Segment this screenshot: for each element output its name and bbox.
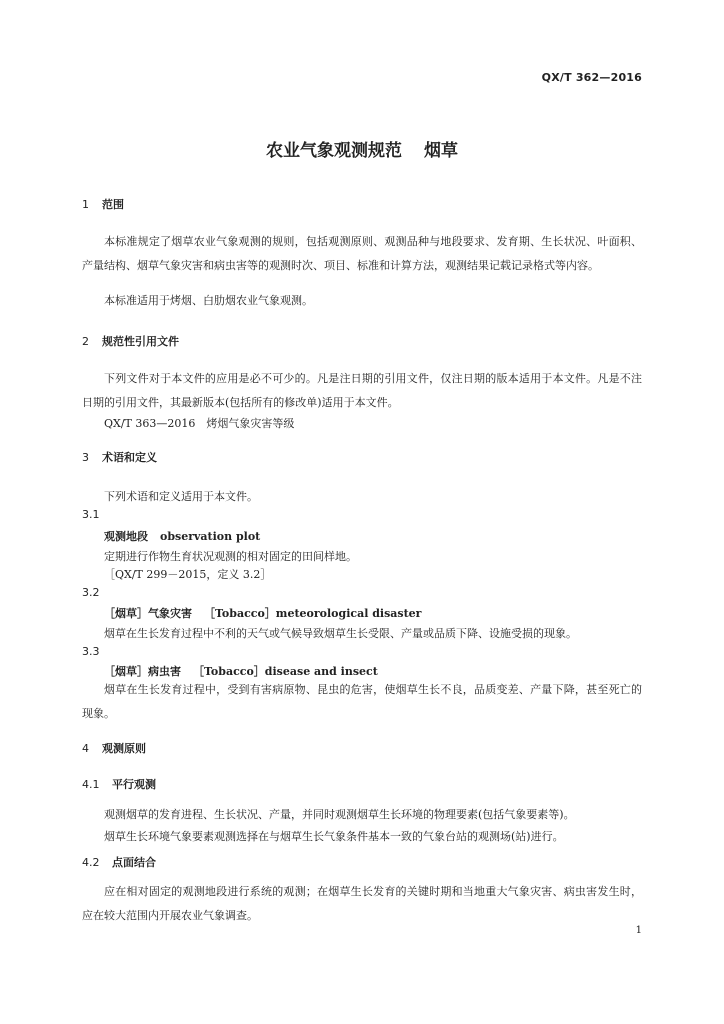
term-en: ［Tobacco］meteorological disaster <box>204 607 422 620</box>
subsection-heading-4-1 <box>82 776 156 792</box>
section-number: 3 <box>82 451 89 464</box>
section-heading-1 <box>82 196 124 212</box>
title-sub: 烟草 <box>424 141 458 161</box>
term-definition: 烟草在生长发育过程中不利的天气或气候导致烟草生长受限、产量或品质下降、设施受损的现象。 <box>104 627 577 640</box>
term-en: observation plot <box>160 530 261 543</box>
paragraph: 下列术语和定义适用于本文件。 <box>104 490 258 503</box>
standard-code: QX/T 362—2016 <box>541 71 642 84</box>
section-number: 4 <box>82 742 89 755</box>
term-number: 3.1 <box>82 508 100 521</box>
term-en: ［Tobacco］disease and insect <box>193 665 378 678</box>
term-title <box>104 528 260 544</box>
term-definition: 定期进行作物生育状况观测的相对固定的田间样地。 <box>104 550 357 563</box>
term-source: ［QX/T 299－2015，定义 3.2］ <box>104 568 272 581</box>
section-title: 规范性引用文件 <box>102 335 179 348</box>
section-number: 2 <box>82 335 89 348</box>
paragraph: 本标准适用于烤烟、白肋烟农业气象观测。 <box>104 294 313 307</box>
paragraph: 本标准规定了烟草农业气象观测的规则，包括观测原则、观测品种与地段要求、发育期、生长状况、叶面积、产量结构、烟草气象灾害和病虫害等的观测时次、项目、标准和计算方法，观测结果记载记录格式等内容。 <box>82 235 642 272</box>
section-title: 术语和定义 <box>102 451 157 464</box>
paragraph: 观测烟草的发育进程、生长状况、产量，并同时观测烟草生长环境的物理要素(包括气象要素等)。 <box>104 808 575 821</box>
term-title <box>104 663 378 679</box>
term-zh: ［烟草］病虫害 <box>104 665 181 678</box>
paragraph: 烟草生长环境气象要素观测选择在与烟草生长气象条件基本一致的气象台站的观测场(站)进行。 <box>104 830 564 843</box>
page-number: 1 <box>635 925 642 936</box>
title-main: 农业气象观测规范 <box>266 141 402 161</box>
term-zh: 观测地段 <box>104 530 148 543</box>
section-title: 观测原则 <box>102 742 146 755</box>
term-title <box>104 605 421 621</box>
term-number: 3.2 <box>82 586 100 599</box>
section-heading-4 <box>82 740 146 756</box>
section-title: 范围 <box>102 198 124 211</box>
document-title <box>0 136 724 161</box>
paragraph: 下列文件对于本文件的应用是必不可少的。凡是注日期的引用文件，仅注日期的版本适用于本文件。凡是不注日期的引用文件，其最新版本(包括所有的修改单)适用于本文件。 <box>82 372 642 409</box>
section-heading-2 <box>82 333 179 349</box>
paragraph: 应在相对固定的观测地段进行系统的观测；在烟草生长发育的关键时期和当地重大气象灾害、病虫害发生时，应在较大范围内开展农业气象调查。 <box>82 885 642 922</box>
subsection-number: 4.1 <box>82 778 100 791</box>
term-number: 3.3 <box>82 645 100 658</box>
section-heading-3 <box>82 449 157 465</box>
subsection-title: 平行观测 <box>112 778 156 791</box>
normative-reference: QX/T 363—2016 烤烟气象灾害等级 <box>104 417 295 430</box>
subsection-number: 4.2 <box>82 856 100 869</box>
section-number: 1 <box>82 198 89 211</box>
term-definition: 烟草在生长发育过程中，受到有害病原物、昆虫的危害，使烟草生长不良，品质变差、产量下降，甚至死亡的现象。 <box>82 683 642 720</box>
subsection-title: 点面结合 <box>112 856 156 869</box>
subsection-heading-4-2 <box>82 854 156 870</box>
term-zh: ［烟草］气象灾害 <box>104 607 192 620</box>
